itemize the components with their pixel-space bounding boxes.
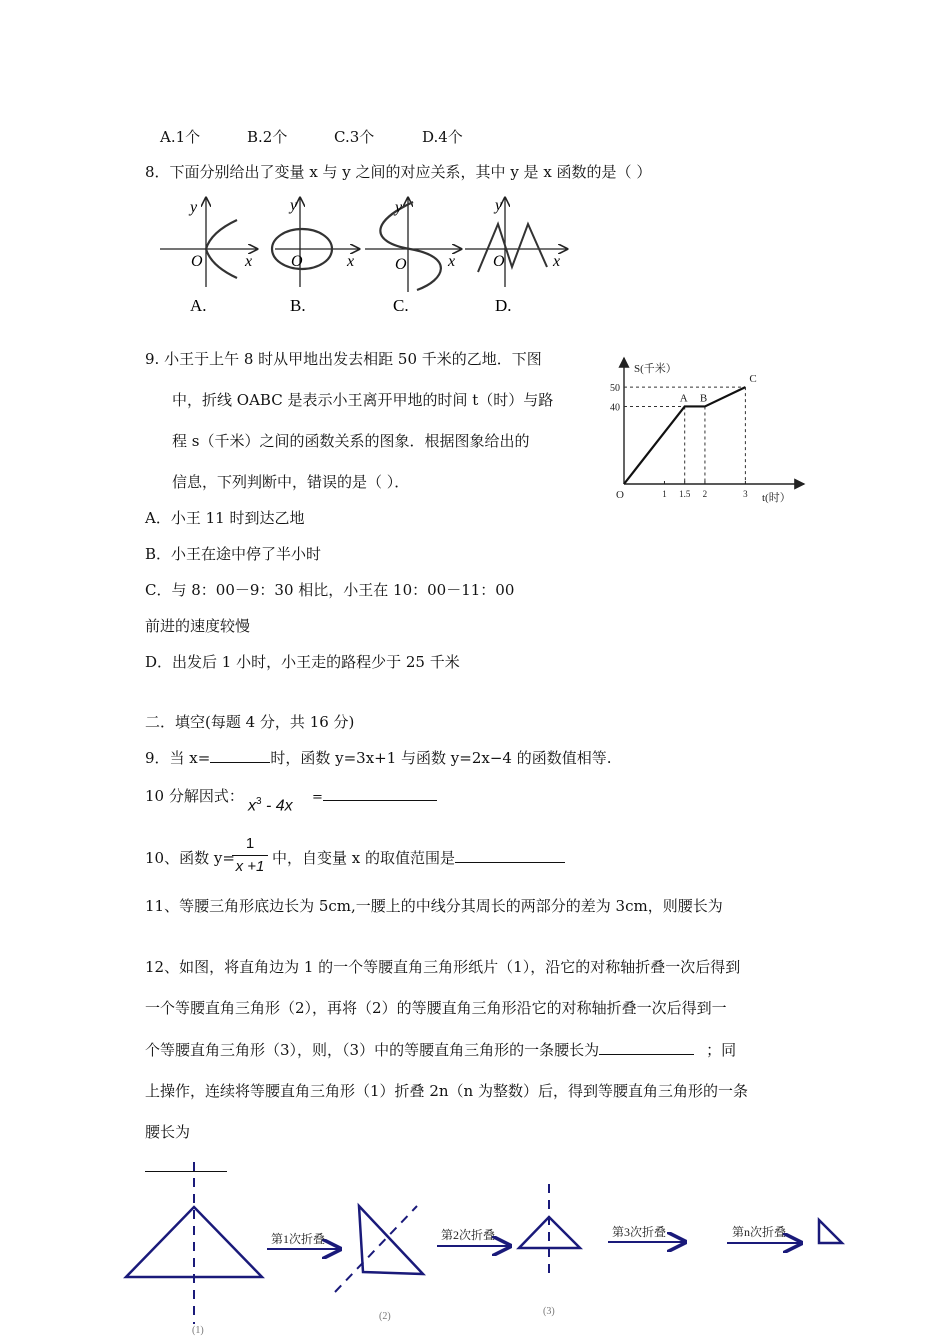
fill-q10b-suffix: [272, 848, 565, 868]
time-distance-chart: [600, 350, 810, 515]
q7-option-b: B.2个: [247, 128, 288, 146]
fill-q9-blank[interactable]: [210, 748, 270, 763]
q7-option-c: C.3个: [334, 128, 375, 146]
x-axis-label: t(时）: [762, 492, 791, 504]
fill-q10b-suffix-text: 中，自变量 x 的取值范围是: [272, 849, 455, 867]
graph-b-x: x: [347, 253, 355, 270]
fraction-bar: [232, 855, 268, 856]
fill-q10a-eq: [312, 786, 437, 805]
folding-diagram: [115, 1162, 845, 1337]
graph-d-y: y: [495, 197, 503, 214]
fill-q10a: [145, 786, 244, 806]
graph-d-o: O: [493, 253, 505, 270]
q12-line-4: 上操作，连续将等腰直角三角形（1）折叠 2n（n 为整数）后，得到等腰直角三角形的一条: [145, 1082, 748, 1100]
q7-option-a: A.1个: [160, 128, 201, 146]
point-label: A: [679, 392, 688, 405]
fraction: [232, 835, 268, 876]
expr-base: x: [248, 797, 256, 815]
arrow-n-label: 第n次折叠: [732, 1225, 787, 1239]
triangle-1: [126, 1162, 262, 1324]
q9-line-2: 中，折线 OABC 是表示小王离开甲地的时间 t（时）与路: [172, 391, 554, 409]
fill-q9-prefix: 9．当 x=: [145, 749, 211, 767]
q12-line-3: [145, 1040, 736, 1060]
expr-exp: 3: [256, 796, 262, 807]
expr-rest: - 4x: [261, 797, 293, 815]
q9-option-d: D．出发后 1 小时，小王走的路程少于 25 千米: [145, 653, 460, 671]
y-tick-label: 40: [610, 402, 620, 414]
graph-a-x: x: [245, 253, 253, 270]
triangle-2: [335, 1206, 423, 1292]
factor-expression: [248, 796, 293, 815]
graph-c-o: O: [395, 256, 407, 273]
graph-a-y: y: [190, 199, 198, 216]
y-tick-label: 50: [610, 383, 620, 395]
fill-q10b-prefix: 10、函数 y=: [145, 849, 235, 867]
q9-option-b: B．小王在途中停了半小时: [145, 545, 322, 563]
arrow-1-label: 第1次折叠: [271, 1232, 326, 1246]
arrow-2-label: 第2次折叠: [441, 1228, 496, 1242]
graph-a-label: A.: [190, 296, 207, 315]
fill-q9: [145, 748, 612, 768]
q12-line-3-text: 个等腰直角三角形（3），则，（3）中的等腰直角三角形的一条腰长为: [145, 1041, 600, 1059]
fill-q10b-blank[interactable]: [455, 848, 565, 863]
y-axis-label: S(千米）: [634, 363, 677, 375]
graph-d-x: x: [553, 253, 561, 270]
q7-option-d: D.4个: [422, 128, 463, 146]
fill-q10a-prefix: 10 分解因式：: [145, 787, 244, 805]
graph-c-y: y: [395, 199, 403, 216]
graph-a-o: O: [191, 253, 203, 270]
point-label: O: [616, 489, 624, 501]
caption-3: (3): [543, 1306, 555, 1317]
graph-b-y: y: [290, 197, 298, 214]
graph-a: [160, 198, 257, 315]
point-label: C: [749, 373, 757, 386]
graph-d: [465, 197, 567, 315]
graph-d-label: D.: [495, 296, 512, 315]
q12-line-2: 一个等腰直角三角形（2），再将（2）的等腰直角三角形沿它的对称轴折叠一次后得到一: [145, 999, 727, 1017]
q8-graphs: [155, 192, 585, 317]
graph-c-x: x: [448, 253, 456, 270]
fill-q11: 11、等腰三角形底边长为 5cm,一腰上的中线分其周长的两部分的差为 3cm，则腰长为: [145, 897, 723, 915]
q9-option-c-cont: 前进的速度较慢: [145, 617, 251, 635]
fraction-den: x +1: [235, 858, 265, 875]
q8-question: 8．下面分别给出了变量 x 与 y 之间的对应关系，其中 y 是 x 函数的是（ ）: [145, 163, 652, 181]
graph-b: [272, 197, 359, 315]
caption-2: (2): [379, 1311, 391, 1322]
q12-blank-1[interactable]: [599, 1040, 694, 1055]
q9-line-3: 程 s（千米）之间的函数关系的图象．根据图象给出的: [172, 432, 530, 450]
graph-b-o: O: [291, 253, 303, 270]
graph-c: [365, 198, 461, 315]
triangle-3: [519, 1184, 580, 1280]
q9-line-1: 9. 小王于上午 8 时从甲地出发去相距 50 千米的乙地．下图: [145, 350, 542, 368]
section-heading: 二．填空(每题 4 分，共 16 分): [145, 713, 355, 731]
fill-q10a-eq-sign: =: [312, 790, 323, 805]
point-label: B: [699, 392, 708, 405]
arrow-3-label: 第3次折叠: [612, 1225, 667, 1239]
q9-option-c: C．与 8：00－9：30 相比，小王在 10：00－11：00: [145, 581, 515, 599]
x-tick-label: 1.5: [679, 489, 691, 499]
q9-option-a: A．小王 11 时到达乙地: [145, 509, 305, 527]
fill-q9-suffix: 时，函数 y=3x+1 与函数 y=2x−4 的函数值相等.: [270, 749, 612, 767]
q12-line-1: 12、如图，将直角边为 1 的一个等腰直角三角形纸片（1），沿它的对称轴折叠一次后得到: [145, 958, 741, 976]
caption-1: (1): [192, 1325, 204, 1336]
fill-q10a-blank[interactable]: [323, 786, 437, 801]
q12-line-5: 腰长为: [145, 1123, 191, 1141]
x-tick-label: 1: [662, 489, 667, 499]
x-tick-label: 2: [702, 489, 708, 499]
graph-c-label: C.: [393, 296, 409, 315]
fraction-num: 1: [245, 835, 255, 852]
graph-b-label: B.: [290, 296, 306, 315]
triangle-n: [819, 1220, 842, 1243]
q12-line-3-tail: ；同: [706, 1041, 737, 1059]
x-tick-label: 3: [743, 489, 748, 499]
q9-line-4: 信息，下列判断中，错误的是（ ）．: [172, 473, 410, 491]
